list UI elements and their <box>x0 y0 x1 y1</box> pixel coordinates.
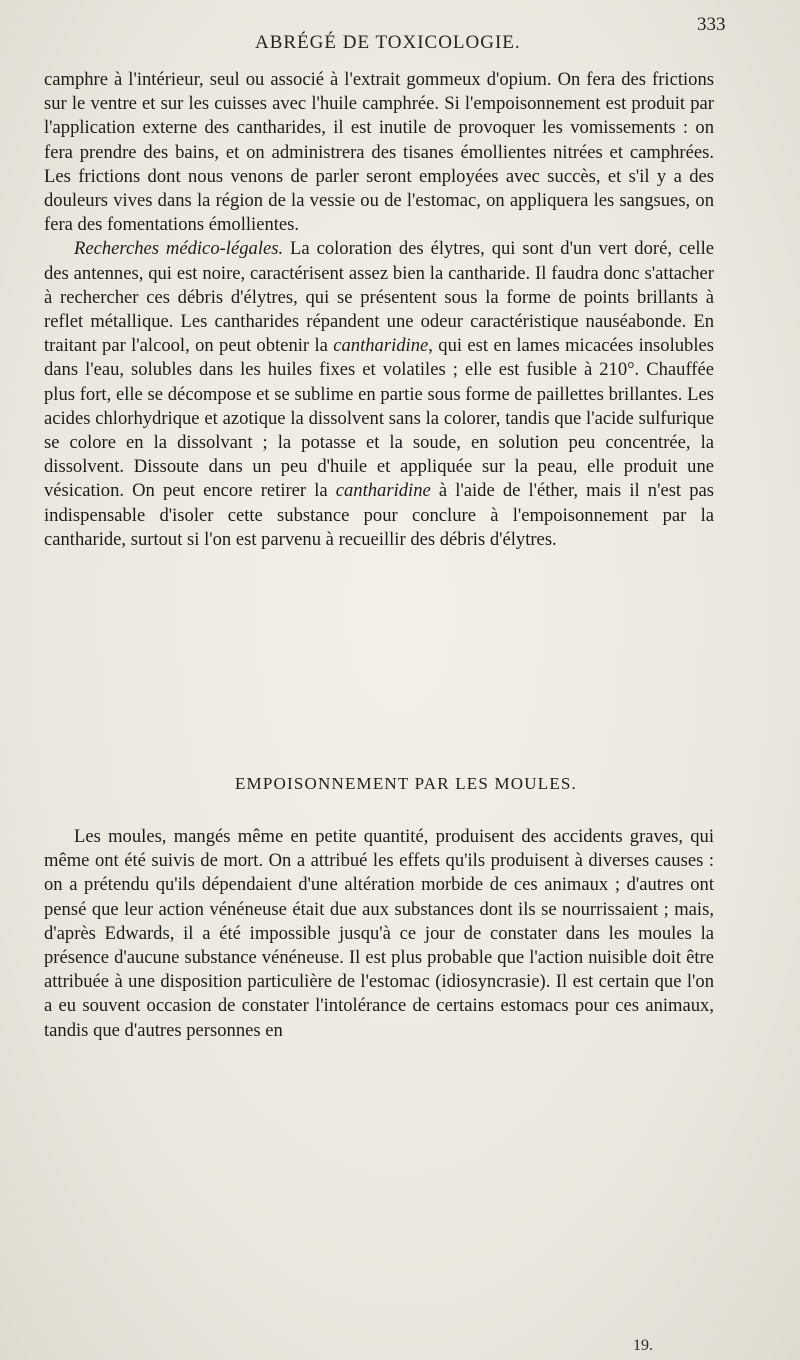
signature-mark: 19. <box>633 1337 653 1354</box>
text-block-cantharides <box>44 68 714 552</box>
paragraph-medico-legal <box>44 237 714 552</box>
paragraph-text: La coloration des élytres, qui sont d'un vert doré, celle des antennes, qui est noire, caractérisent assez bien la cantharide. Il faudra donc s'attacher à rechercher ces débris d'élytres, qui se présentent sous la forme de points brillants à reflet métallique. Les cantharides répandent une odeur caractéristique nauséabonde. En traitant par l'alcool, on peut obtenir la <box>44 238 714 357</box>
term-cantharidine: cantharidine <box>335 480 431 502</box>
running-title: ABRÉGÉ DE TOXICOLOGIE. <box>255 32 521 53</box>
running-head <box>0 14 800 54</box>
paragraph-text: à l'aide de l'éther, mais il n'est pas indispensable d'isoler cette substance pour conclure à l'empoisonnement par la cantharide, surtout si l'on est parvenu à recueillir des débris d'élytres. <box>44 480 714 550</box>
text-block-moules <box>44 825 714 1043</box>
paragraph-moules: Les moules, mangés même en petite quantité, produisent des accidents graves, qui même ont été suivis de mort. On a attribué les effets qu'ils produisent à diverses causes : on a prétendu qu'ils dépendaient d'une altération morbide de ces animaux ; d'autres ont pensé que leur action vénéneuse était due aux substances dont ils se nourrissaient ; mais, d'après Edwards, il a été impossible jusqu'à ce jour de constater dans les moules la présence d'aucune substance vénéneuse. Il est plus probable que l'action nuisible doit être attribuée à une disposition particulière de l'estomac (idiosyncrasie). Il est certain que l'on a eu souvent occasion de constater l'intolérance de certains estomacs pour ces animaux, tandis que d'autres personnes en <box>44 826 714 1041</box>
paragraph-label: Recherches médico-légales. <box>74 238 284 260</box>
term-cantharidine: cantharidine <box>333 335 429 357</box>
section-heading: EMPOISONNEMENT PAR LES MOULES. <box>234 774 578 793</box>
paragraph-text: , qui est en lames micacées insolubles dans l'eau, solubles dans les huiles fixes et volatiles ; elle est fusible à 210°. Chauffée plus fort, elle se décompose et se sublime en partie sous forme de paillettes brillantes. Les acides chlorhydrique et azotique la dissolvent sans la colorer, tandis que l'acide sulfurique se colore en la dissolvant ; la potasse et la soude, en solution peu concentrée, la dissolvent. Dissoute dans un peu d'huile et appliquée sur la peau, elle produit une vésication. On peut encore retirer la <box>44 335 714 502</box>
page-number: 333 <box>697 14 726 35</box>
paragraph-treatment: camphre à l'intérieur, seul ou associé à l'extrait gommeux d'opium. On fera des frictions sur le ventre et sur les cuisses avec l'huile camphrée. Si l'empoisonnement est produit par l'application externe des cantharides, il est inutile de provoquer les vomissements : on fera prendre des bains, et on administrera des tisanes émollientes nitrées et camphrées. Les frictions dont nous venons de parler seront employées avec succès, et s'il y a des douleurs vives dans la région de la vessie ou de l'estomac, on appliquera les sangsues, on fera des fomentations émollientes. <box>44 69 714 236</box>
